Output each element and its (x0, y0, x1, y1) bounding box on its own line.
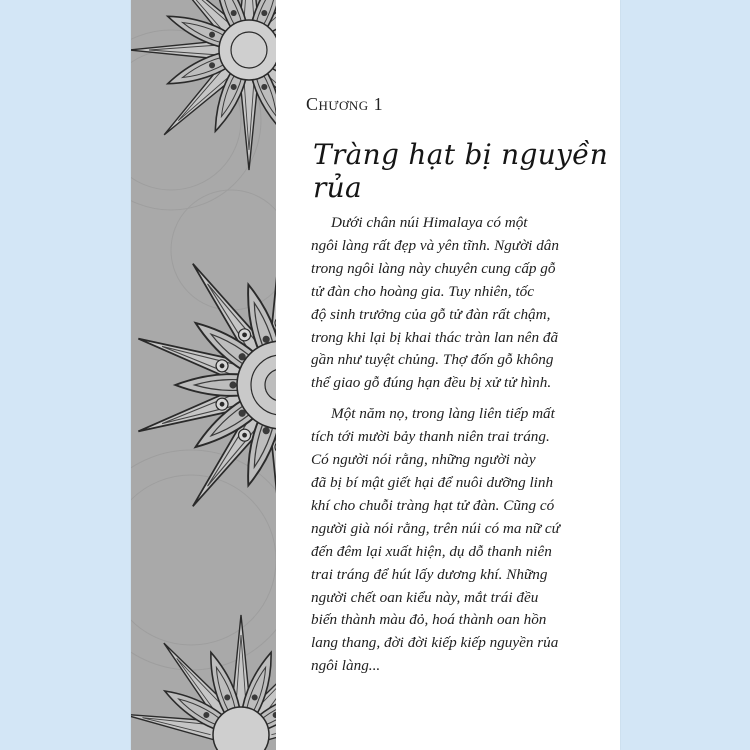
text-line: ngôi làng... (311, 657, 381, 675)
book-page (131, 0, 620, 750)
mandala-illustration (131, 0, 276, 750)
text-line: người già nói rằng, trên núi có ma nữ cứ (311, 519, 560, 537)
text-line: gần như tuyệt chủng. Thợ đốn gỗ không (311, 351, 554, 369)
text-line: độ sinh trưởng của gỗ tử đàn rất chậm, (311, 305, 551, 323)
text-line: tích tới mười bảy thanh niên trai tráng. (311, 428, 550, 446)
paragraph (311, 212, 620, 395)
text-line: trong khi lại bị khai thác tràn lan nên đã (311, 328, 559, 346)
text-line: ngôi làng rất đẹp và yên tĩnh. Người dân (311, 236, 559, 254)
paragraph (311, 403, 620, 678)
text-line: đã bị bí mật giết hại để nuôi dưỡng linh (311, 473, 554, 491)
text-line: Một năm nọ, trong làng liên tiếp mất (331, 405, 555, 423)
text-line: trong ngôi làng này chuyên cung cấp gỗ (311, 259, 556, 277)
chapter-text-column (291, 0, 613, 750)
text-line: Có người nói rằng, những người này (311, 451, 536, 469)
text-line: biến thành màu đỏ, hoá thành oan hồn (311, 611, 547, 629)
chapter-body (311, 212, 620, 686)
text-line: đến đêm lại xuất hiện, dụ dỗ thanh niên (311, 542, 552, 560)
text-line: khí cho chuỗi tràng hạt tử đàn. Cũng có (311, 496, 555, 514)
text-line: lang thang, đời đời kiếp kiếp nguyền rủa (311, 634, 559, 652)
text-line: người chết oan kiểu này, mắt trái đều (311, 588, 539, 606)
text-line: thể giao gỗ đúng hạn đều bị xử tử hình. (311, 374, 552, 392)
text-line: trai tráng để hút lấy dương khí. Những (311, 565, 548, 583)
text-line: tử đàn cho hoàng gia. Tuy nhiên, tốc (311, 282, 534, 300)
chapter-number: Chương 1 (306, 94, 384, 114)
mandala-ornament-band (131, 0, 276, 750)
chapter-title: Tràng hạt bị nguyền rủa (313, 138, 609, 204)
text-line: Dưới chân núi Himalaya có một (331, 214, 528, 231)
